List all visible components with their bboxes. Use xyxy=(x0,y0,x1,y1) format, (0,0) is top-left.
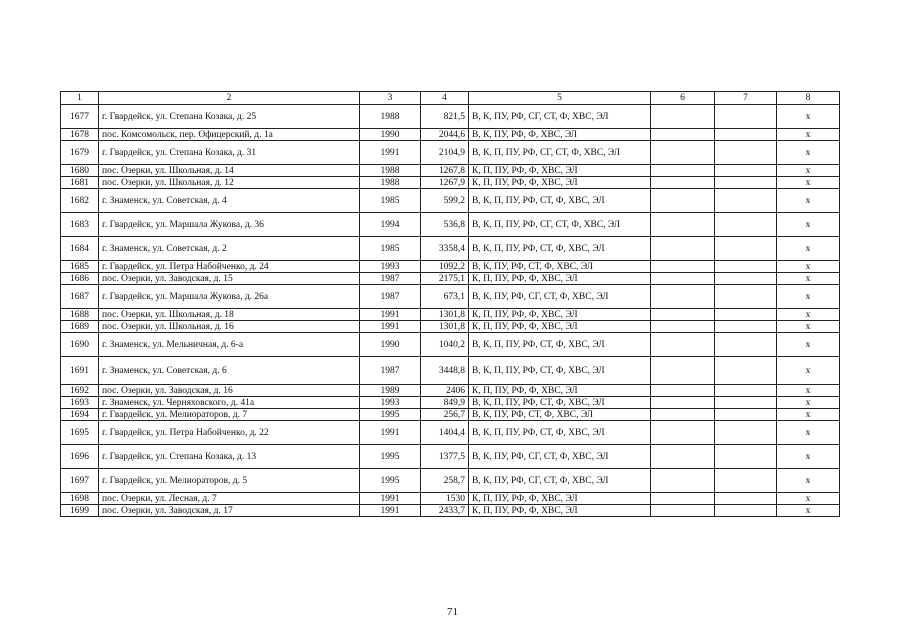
cell-area: 1404,4 xyxy=(421,421,469,445)
cell-area: 1301,8 xyxy=(421,321,469,333)
cell-year: 1991 xyxy=(360,141,421,165)
cell-col7 xyxy=(715,397,777,409)
cell-col8: х xyxy=(777,165,840,177)
cell-systems: В, К, ПУ, РФ, СТ, Ф, ХВС, ЭЛ xyxy=(469,409,651,421)
cell-area: 1267,9 xyxy=(421,177,469,189)
cell-systems: В, К, ПУ, РФ, СГ, СТ, Ф, ХВС, ЭЛ xyxy=(469,285,651,309)
cell-col7 xyxy=(715,213,777,237)
cell-col8: х xyxy=(777,469,840,493)
cell-area: 1267,8 xyxy=(421,165,469,177)
cell-address: пос. Озерки, ул. Школьная, д. 12 xyxy=(99,177,360,189)
cell-col6 xyxy=(651,273,715,285)
cell-address: пос. Озерки, ул. Школьная, д. 18 xyxy=(99,309,360,321)
cell-year: 1991 xyxy=(360,505,421,517)
table-row xyxy=(61,177,840,189)
cell-year: 1995 xyxy=(360,445,421,469)
cell-col7 xyxy=(715,493,777,505)
cell-systems: В, К, П, ПУ, РФ, СТ, Ф, ХВС, ЭЛ xyxy=(469,421,651,445)
cell-year: 1991 xyxy=(360,493,421,505)
table-row xyxy=(61,261,840,273)
cell-number: 1681 xyxy=(61,177,99,189)
cell-year: 1995 xyxy=(360,409,421,421)
cell-number: 1698 xyxy=(61,493,99,505)
cell-area: 256,7 xyxy=(421,409,469,421)
cell-col6 xyxy=(651,469,715,493)
cell-number: 1693 xyxy=(61,397,99,409)
cell-systems: В, К, ПУ, РФ, СГ, СТ, Ф, ХВС, ЭЛ xyxy=(469,445,651,469)
cell-col8: х xyxy=(777,261,840,273)
cell-col6 xyxy=(651,189,715,213)
col-header-6: 6 xyxy=(651,92,715,105)
cell-col6 xyxy=(651,357,715,385)
cell-col6 xyxy=(651,285,715,309)
cell-col6 xyxy=(651,141,715,165)
cell-col7 xyxy=(715,309,777,321)
cell-year: 1988 xyxy=(360,105,421,129)
cell-col8: х xyxy=(777,309,840,321)
cell-col8: х xyxy=(777,321,840,333)
cell-year: 1989 xyxy=(360,385,421,397)
table-row xyxy=(61,445,840,469)
cell-number: 1687 xyxy=(61,285,99,309)
cell-col8: х xyxy=(777,409,840,421)
cell-year: 1995 xyxy=(360,469,421,493)
cell-address: пос. Озерки, ул. Школьная, д. 14 xyxy=(99,165,360,177)
cell-col6 xyxy=(651,421,715,445)
table-row xyxy=(61,469,840,493)
cell-col7 xyxy=(715,385,777,397)
table-row xyxy=(61,165,840,177)
cell-number: 1683 xyxy=(61,213,99,237)
cell-area: 821,5 xyxy=(421,105,469,129)
cell-col6 xyxy=(651,129,715,141)
col-header-7: 7 xyxy=(715,92,777,105)
cell-systems: В, К, П, ПУ, РФ, СТ, Ф, ХВС, ЭЛ xyxy=(469,189,651,213)
table-row xyxy=(61,409,840,421)
cell-col6 xyxy=(651,177,715,189)
cell-col8: х xyxy=(777,105,840,129)
cell-number: 1695 xyxy=(61,421,99,445)
table-row xyxy=(61,309,840,321)
cell-col7 xyxy=(715,445,777,469)
cell-col8: х xyxy=(777,285,840,309)
cell-col6 xyxy=(651,261,715,273)
cell-col7 xyxy=(715,321,777,333)
table-row xyxy=(61,505,840,517)
cell-area: 2406 xyxy=(421,385,469,397)
cell-address: г. Гвардейск, ул. Степана Козака, д. 25 xyxy=(99,105,360,129)
cell-year: 1988 xyxy=(360,177,421,189)
cell-systems: В, К, ПУ, РФ, Ф, ХВС, ЭЛ xyxy=(469,129,651,141)
cell-area: 2104,9 xyxy=(421,141,469,165)
cell-area: 2175,1 xyxy=(421,273,469,285)
cell-col7 xyxy=(715,469,777,493)
table-body xyxy=(61,105,840,517)
cell-address: г. Гвардейск, ул. Степана Козака, д. 13 xyxy=(99,445,360,469)
cell-number: 1694 xyxy=(61,409,99,421)
cell-col8: х xyxy=(777,357,840,385)
cell-number: 1696 xyxy=(61,445,99,469)
cell-col8: х xyxy=(777,273,840,285)
cell-address: пос. Озерки, ул. Школьная, д. 16 xyxy=(99,321,360,333)
table-row xyxy=(61,129,840,141)
cell-year: 1990 xyxy=(360,333,421,357)
cell-col7 xyxy=(715,141,777,165)
cell-year: 1985 xyxy=(360,237,421,261)
cell-col8: х xyxy=(777,505,840,517)
col-header-4: 4 xyxy=(421,92,469,105)
cell-year: 1993 xyxy=(360,397,421,409)
cell-address: г. Знаменск, ул. Мельничная, д. 6-а xyxy=(99,333,360,357)
cell-col8: х xyxy=(777,189,840,213)
cell-col6 xyxy=(651,309,715,321)
table-row xyxy=(61,493,840,505)
cell-number: 1692 xyxy=(61,385,99,397)
cell-systems: К, П, ПУ, РФ, Ф, ХВС, ЭЛ xyxy=(469,165,651,177)
cell-systems: В, К, ПУ, РФ, СТ, Ф, ХВС, ЭЛ xyxy=(469,261,651,273)
cell-systems: В, К, П, ПУ, РФ, СТ, Ф, ХВС, ЭЛ xyxy=(469,237,651,261)
cell-systems: К, П, ПУ, РФ, Ф, ХВС, ЭЛ xyxy=(469,177,651,189)
cell-area: 258,7 xyxy=(421,469,469,493)
cell-systems: К, П, ПУ, РФ, Ф, ХВС, ЭЛ xyxy=(469,273,651,285)
cell-number: 1680 xyxy=(61,165,99,177)
table-row xyxy=(61,285,840,309)
cell-systems: В, К, П, ПУ, РФ, СТ, Ф, ХВС, ЭЛ xyxy=(469,357,651,385)
cell-col7 xyxy=(715,189,777,213)
cell-systems: К, П, ПУ, РФ, Ф, ХВС, ЭЛ xyxy=(469,505,651,517)
table-row xyxy=(61,421,840,445)
col-header-3: 3 xyxy=(360,92,421,105)
cell-number: 1699 xyxy=(61,505,99,517)
cell-area: 1092,2 xyxy=(421,261,469,273)
cell-year: 1993 xyxy=(360,261,421,273)
page-number: 71 xyxy=(447,606,458,618)
cell-area: 1530 xyxy=(421,493,469,505)
cell-col8: х xyxy=(777,385,840,397)
cell-col8: х xyxy=(777,445,840,469)
cell-number: 1678 xyxy=(61,129,99,141)
cell-systems: К, П, ПУ, РФ, Ф, ХВС, ЭЛ xyxy=(469,493,651,505)
cell-col6 xyxy=(651,105,715,129)
cell-col7 xyxy=(715,177,777,189)
cell-col6 xyxy=(651,165,715,177)
cell-systems: В, К, ПУ, РФ, СГ, СТ, Ф, ХВС, ЭЛ xyxy=(469,469,651,493)
cell-address: г. Гвардейск, ул. Степана Козака, д. 31 xyxy=(99,141,360,165)
cell-area: 1377,5 xyxy=(421,445,469,469)
cell-year: 1991 xyxy=(360,321,421,333)
cell-col8: х xyxy=(777,397,840,409)
header-row xyxy=(61,92,840,105)
cell-address: г. Гвардейск, ул. Мелиораторов, д. 5 xyxy=(99,469,360,493)
cell-number: 1684 xyxy=(61,237,99,261)
cell-col7 xyxy=(715,129,777,141)
cell-systems: К, П, ПУ, РФ, Ф, ХВС, ЭЛ xyxy=(469,309,651,321)
cell-systems: В, К, П, ПУ, РФ, СТ, Ф, ХВС, ЭЛ xyxy=(469,333,651,357)
col-header-2: 2 xyxy=(99,92,360,105)
cell-address: г. Знаменск, ул. Советская, д. 6 xyxy=(99,357,360,385)
table-row xyxy=(61,141,840,165)
cell-systems: В, К, ПУ, РФ, СГ, СТ, Ф, ХВС, ЭЛ xyxy=(469,105,651,129)
cell-col6 xyxy=(651,409,715,421)
cell-area: 1040,2 xyxy=(421,333,469,357)
table-row xyxy=(61,213,840,237)
col-header-1: 1 xyxy=(61,92,99,105)
cell-area: 1301,8 xyxy=(421,309,469,321)
table-row xyxy=(61,333,840,357)
cell-col6 xyxy=(651,321,715,333)
cell-address: пос. Комсомольск, пер. Офицерский, д. 1а xyxy=(99,129,360,141)
cell-col7 xyxy=(715,421,777,445)
cell-number: 1677 xyxy=(61,105,99,129)
cell-col7 xyxy=(715,505,777,517)
cell-systems: В, К, П, ПУ, РФ, СГ, СТ, Ф, ХВС, ЭЛ xyxy=(469,213,651,237)
table-row xyxy=(61,385,840,397)
cell-col7 xyxy=(715,273,777,285)
cell-col6 xyxy=(651,493,715,505)
cell-col8: х xyxy=(777,421,840,445)
cell-systems: В, К, П, ПУ, РФ, СГ, СТ, Ф, ХВС, ЭЛ xyxy=(469,141,651,165)
cell-year: 1991 xyxy=(360,421,421,445)
cell-col8: х xyxy=(777,213,840,237)
cell-col6 xyxy=(651,333,715,357)
cell-number: 1682 xyxy=(61,189,99,213)
cell-col8: х xyxy=(777,141,840,165)
cell-col6 xyxy=(651,397,715,409)
cell-col8: х xyxy=(777,333,840,357)
cell-address: г. Гвардейск, ул. Маршала Жукова, д. 26а xyxy=(99,285,360,309)
cell-area: 536,8 xyxy=(421,213,469,237)
cell-area: 3358,4 xyxy=(421,237,469,261)
cell-area: 3448,8 xyxy=(421,357,469,385)
cell-year: 1987 xyxy=(360,357,421,385)
col-header-8: 8 xyxy=(777,92,840,105)
cell-year: 1994 xyxy=(360,213,421,237)
cell-address: г. Гвардейск, ул. Мелиораторов, д. 7 xyxy=(99,409,360,421)
cell-year: 1985 xyxy=(360,189,421,213)
cell-col6 xyxy=(651,445,715,469)
cell-address: г. Гвардейск, ул. Маршала Жукова, д. 36 xyxy=(99,213,360,237)
cell-area: 2433,7 xyxy=(421,505,469,517)
cell-address: г. Знаменск, ул. Советская, д. 2 xyxy=(99,237,360,261)
cell-address: пос. Озерки, ул. Лесная, д. 7 xyxy=(99,493,360,505)
cell-address: г. Гвардейск, ул. Петра Набойченко, д. 24 xyxy=(99,261,360,273)
cell-number: 1679 xyxy=(61,141,99,165)
cell-col7 xyxy=(715,105,777,129)
cell-year: 1987 xyxy=(360,285,421,309)
cell-address: г. Знаменск, ул. Черняховского, д. 41а xyxy=(99,397,360,409)
cell-col7 xyxy=(715,237,777,261)
cell-number: 1689 xyxy=(61,321,99,333)
cell-number: 1685 xyxy=(61,261,99,273)
table-row xyxy=(61,273,840,285)
cell-number: 1690 xyxy=(61,333,99,357)
table-row xyxy=(61,189,840,213)
cell-year: 1988 xyxy=(360,165,421,177)
cell-number: 1688 xyxy=(61,309,99,321)
cell-systems: В, К, П, ПУ, РФ, СТ, Ф, ХВС, ЭЛ xyxy=(469,397,651,409)
cell-col8: х xyxy=(777,129,840,141)
cell-col6 xyxy=(651,237,715,261)
cell-col6 xyxy=(651,505,715,517)
cell-col7 xyxy=(715,165,777,177)
table-row xyxy=(61,237,840,261)
cell-number: 1686 xyxy=(61,273,99,285)
cell-col6 xyxy=(651,213,715,237)
table-row xyxy=(61,105,840,129)
cell-col7 xyxy=(715,357,777,385)
col-header-5: 5 xyxy=(469,92,651,105)
cell-area: 599,2 xyxy=(421,189,469,213)
cell-year: 1987 xyxy=(360,273,421,285)
housing-register-table xyxy=(60,91,840,517)
cell-address: г. Гвардейск, ул. Петра Набойченко, д. 22 xyxy=(99,421,360,445)
cell-col7 xyxy=(715,333,777,357)
cell-col6 xyxy=(651,385,715,397)
cell-area: 2044,6 xyxy=(421,129,469,141)
cell-address: пос. Озерки, ул. Заводская, д. 17 xyxy=(99,505,360,517)
cell-systems: К, П, ПУ, РФ, Ф, ХВС, ЭЛ xyxy=(469,385,651,397)
cell-year: 1990 xyxy=(360,129,421,141)
cell-col8: х xyxy=(777,493,840,505)
cell-col8: х xyxy=(777,177,840,189)
cell-address: г. Знаменск, ул. Советская, д. 4 xyxy=(99,189,360,213)
table-row xyxy=(61,357,840,385)
cell-col7 xyxy=(715,409,777,421)
cell-col7 xyxy=(715,261,777,273)
table-row xyxy=(61,321,840,333)
cell-area: 849,9 xyxy=(421,397,469,409)
table-row xyxy=(61,397,840,409)
cell-number: 1691 xyxy=(61,357,99,385)
cell-year: 1991 xyxy=(360,309,421,321)
cell-area: 673,1 xyxy=(421,285,469,309)
cell-col8: х xyxy=(777,237,840,261)
cell-number: 1697 xyxy=(61,469,99,493)
cell-address: пос. Озерки, ул. Заводская, д. 15 xyxy=(99,273,360,285)
cell-col7 xyxy=(715,285,777,309)
cell-address: пос. Озерки, ул. Заводская, д. 16 xyxy=(99,385,360,397)
cell-systems: К, П, ПУ, РФ, Ф, ХВС, ЭЛ xyxy=(469,321,651,333)
